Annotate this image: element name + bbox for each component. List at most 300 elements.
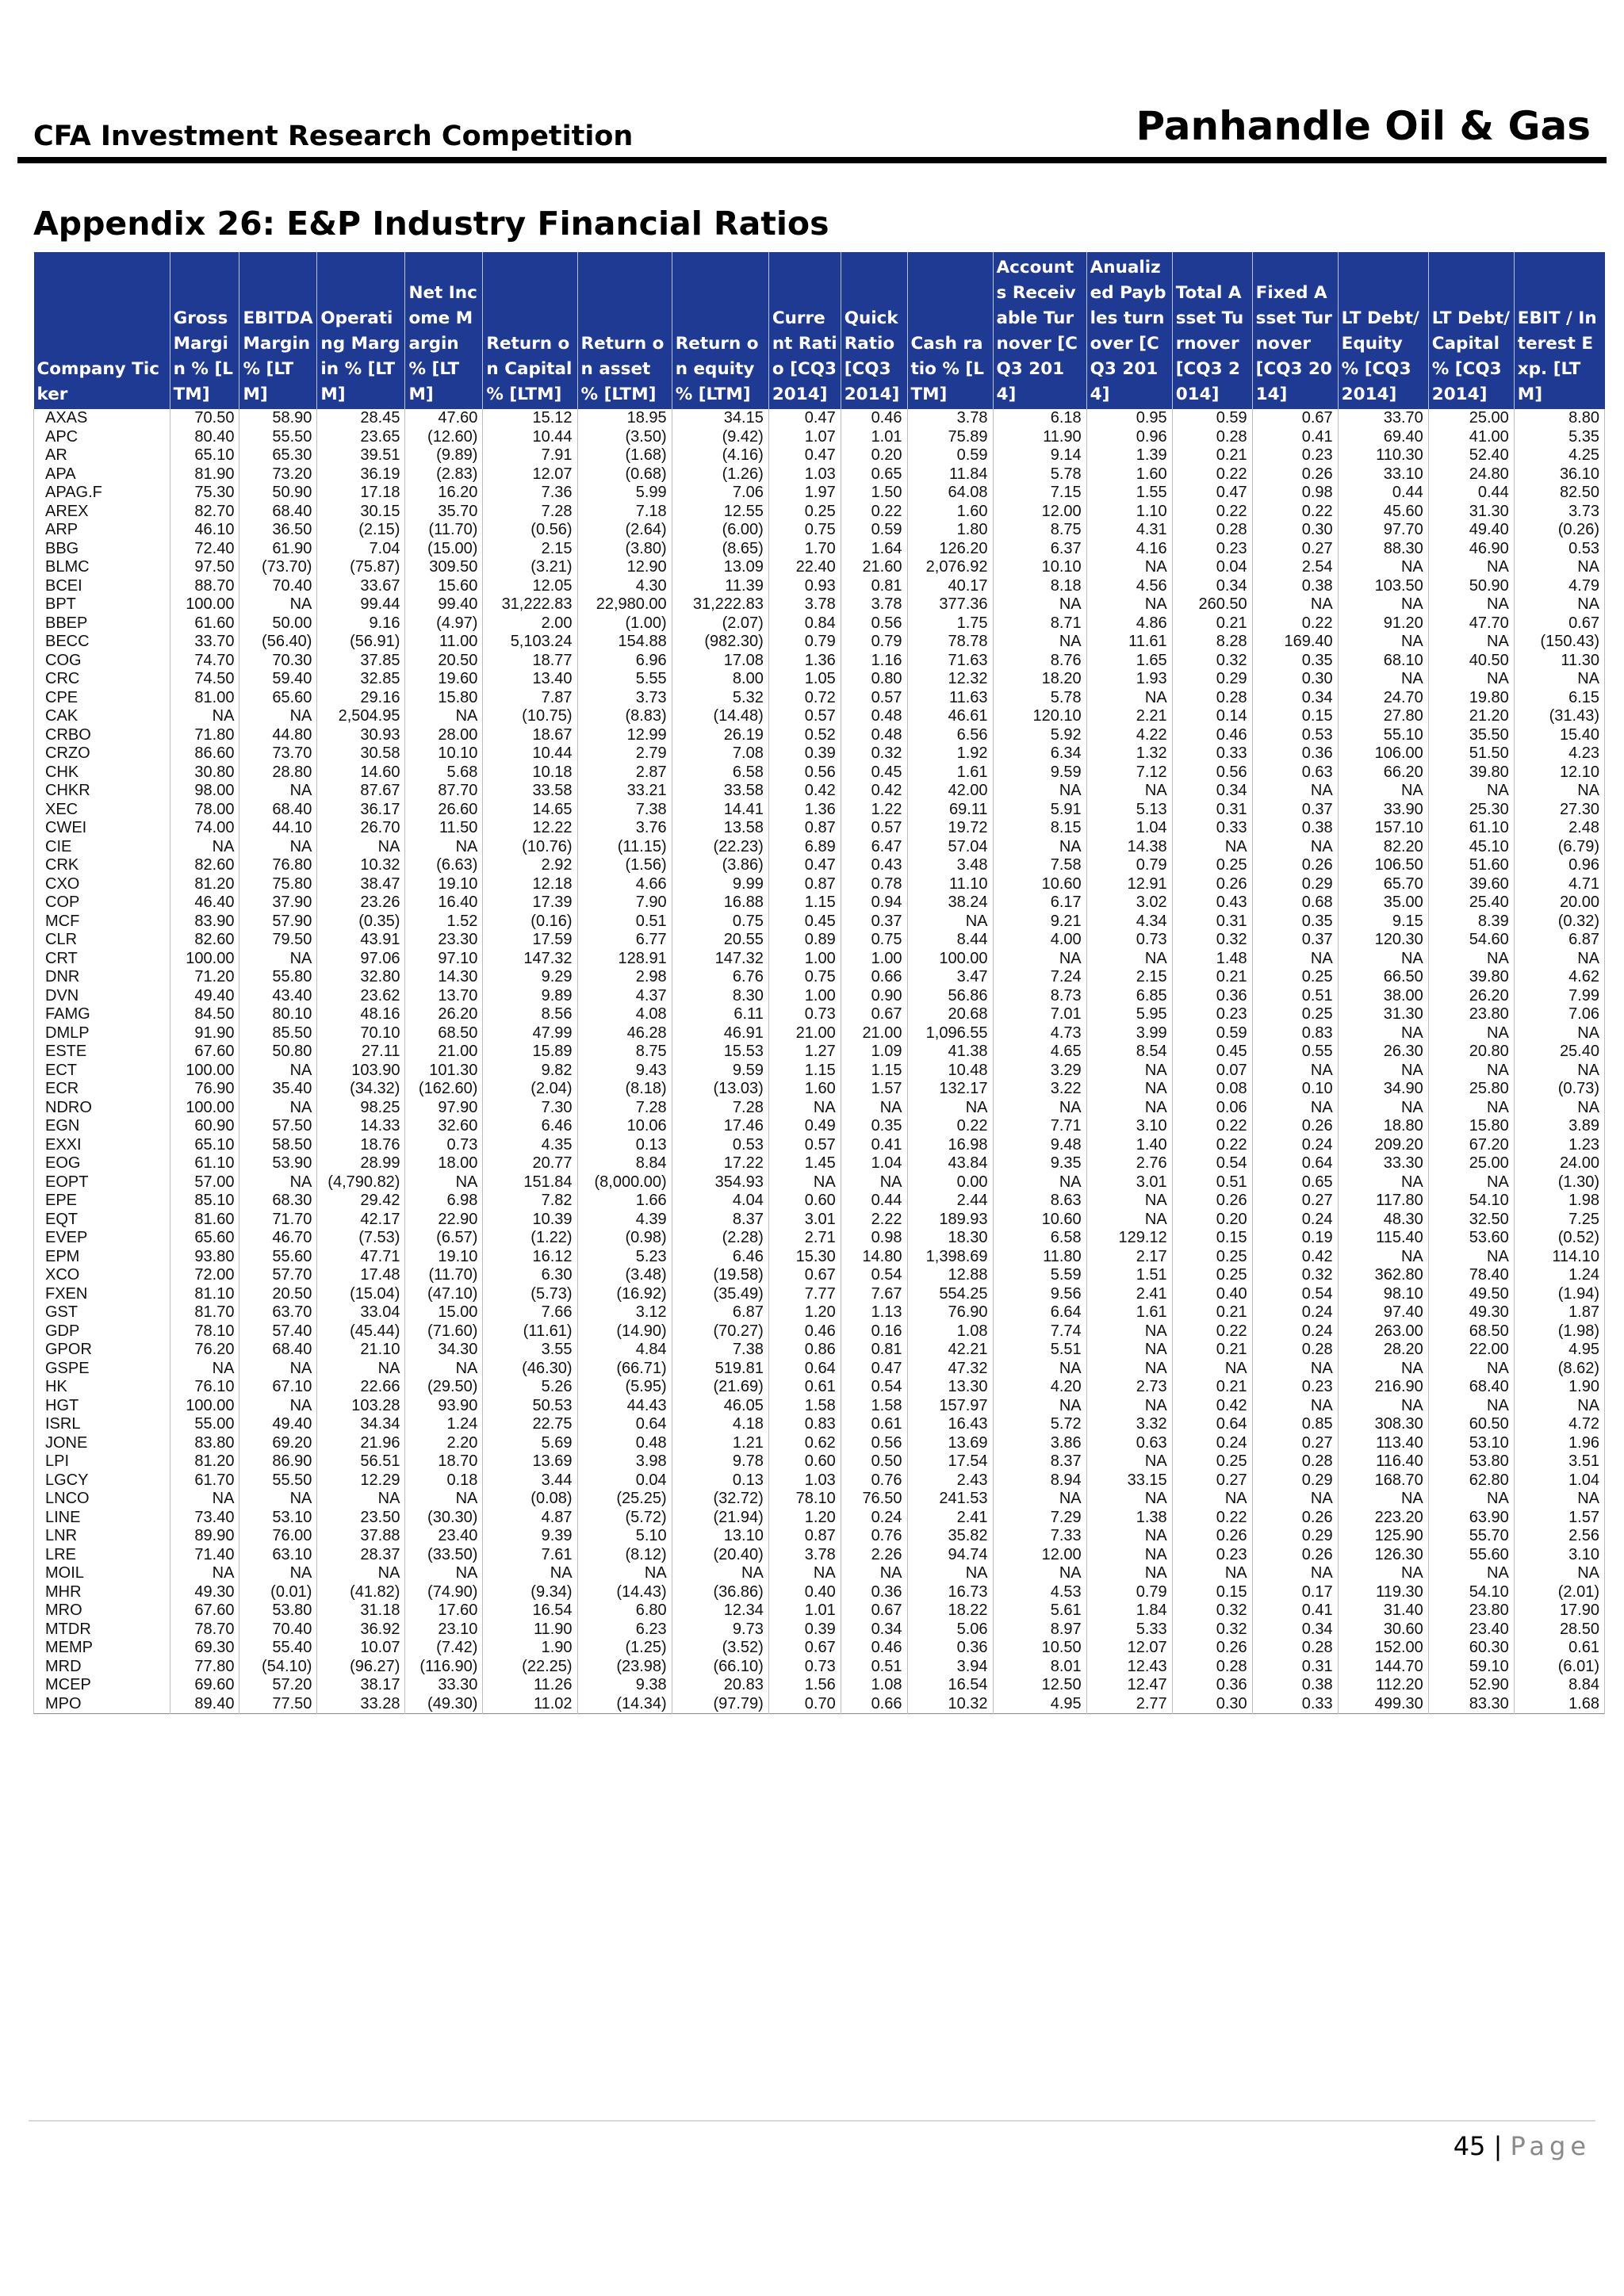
page-word: Page [1510, 2131, 1591, 2161]
ratio-cell: 4.66 [577, 875, 672, 894]
company-ticker-cell: LGCY [34, 1471, 170, 1490]
ratio-cell: NA [768, 1173, 841, 1192]
ratio-cell: 0.89 [768, 931, 841, 950]
ratio-cell: 7.67 [841, 1285, 907, 1304]
ratio-cell: 2.71 [768, 1229, 841, 1248]
ratio-cell: 23.80 [1428, 1601, 1514, 1621]
ratio-cell: 53.60 [1428, 1229, 1514, 1248]
ratio-cell: 0.93 [768, 577, 841, 596]
ratio-cell: 4.53 [993, 1583, 1086, 1602]
ratio-cell: 1.03 [768, 1471, 841, 1490]
table-row [34, 652, 1605, 671]
ratio-cell: 0.57 [768, 1136, 841, 1155]
ratio-cell: NA [1514, 1099, 1604, 1118]
ratio-cell: 10.44 [483, 428, 577, 447]
ratio-cell: 0.60 [768, 1192, 841, 1211]
ratio-cell: 0.04 [577, 1471, 672, 1490]
ratio-cell: 46.91 [672, 1024, 768, 1043]
ratio-cell: 20.50 [239, 1285, 317, 1304]
ratio-cell: 20.00 [1514, 894, 1604, 913]
ratio-cell: 1.80 [907, 521, 993, 540]
ratio-cell: 11.61 [1086, 633, 1172, 652]
ratio-cell: 65.60 [239, 689, 317, 708]
ratio-cell: 0.22 [841, 503, 907, 522]
ratio-cell: 0.43 [841, 856, 907, 875]
company-ticker-cell: XCO [34, 1266, 170, 1285]
ratio-cell: 77.50 [239, 1695, 317, 1714]
table-row [34, 1211, 1605, 1230]
ratio-cell: 8.75 [993, 521, 1086, 540]
ratio-cell: 0.98 [841, 1229, 907, 1248]
ratio-cell: 0.45 [768, 913, 841, 932]
ratio-cell: 23.62 [317, 987, 405, 1006]
ratio-cell: 0.22 [1172, 465, 1252, 484]
ratio-cell: 30.93 [317, 726, 405, 745]
ratio-cell: 26.60 [405, 801, 483, 820]
page-number-value: 45 [1453, 2131, 1486, 2161]
ratio-cell: 65.10 [170, 1136, 239, 1155]
ratio-cell: 23.40 [405, 1527, 483, 1546]
ratio-cell: 377.36 [907, 595, 993, 614]
ratio-cell: 12.47 [1086, 1676, 1172, 1695]
ratio-cell: 27.30 [1514, 801, 1604, 820]
ratio-cell: 6.89 [768, 838, 841, 857]
ratio-cell: 16.12 [483, 1248, 577, 1267]
ratio-cell: 18.70 [405, 1452, 483, 1471]
ratio-cell: 3.12 [577, 1303, 672, 1322]
table-row [34, 558, 1605, 577]
ratio-cell: 3.01 [768, 1211, 841, 1230]
ratio-cell: 9.59 [993, 763, 1086, 783]
company-ticker-cell: LNR [34, 1527, 170, 1546]
ratio-cell: 4.31 [1086, 521, 1172, 540]
ratio-cell: 0.25 [1172, 1452, 1252, 1471]
ratio-cell: 21.10 [317, 1341, 405, 1360]
table-row [34, 1341, 1605, 1360]
ratio-cell: 0.56 [768, 763, 841, 783]
ratio-cell: 32.80 [317, 968, 405, 987]
appendix-title: Appendix 26: E&P Industry Financial Ratios [33, 205, 829, 243]
ratio-cell: 0.21 [1172, 968, 1252, 987]
ratio-cell: 0.30 [1172, 1695, 1252, 1714]
ratio-cell: 75.30 [170, 484, 239, 503]
ratio-cell: 23.50 [317, 1509, 405, 1528]
ratio-cell: 4.35 [483, 1136, 577, 1155]
ratio-cell: 50.00 [239, 614, 317, 633]
ratio-cell: 63.70 [239, 1303, 317, 1322]
ratio-cell: NA [1172, 1564, 1252, 1583]
ratio-cell: 72.00 [170, 1266, 239, 1285]
ratio-cell: 15.12 [483, 409, 577, 428]
ratio-cell: (2.07) [672, 614, 768, 633]
header-rule [17, 157, 1607, 163]
ratio-cell: 79.50 [239, 931, 317, 950]
ratio-cell: NA [317, 1564, 405, 1583]
ratio-cell: 75.89 [907, 428, 993, 447]
ratio-cell: 35.40 [239, 1080, 317, 1099]
ratio-cell: 0.63 [1086, 1434, 1172, 1453]
ratio-cell: 309.50 [405, 558, 483, 577]
ratio-cell: (2.28) [672, 1229, 768, 1248]
table-body [34, 409, 1605, 1714]
column-header: Return on equity % [LTM] [672, 252, 768, 409]
ratio-cell: 0.83 [768, 1415, 841, 1434]
ratio-cell: NA [170, 838, 239, 857]
ratio-cell: 17.59 [483, 931, 577, 950]
ratio-cell: 1.38 [1086, 1509, 1172, 1528]
ratio-cell: 1.10 [1086, 503, 1172, 522]
company-ticker-cell: CIE [34, 838, 170, 857]
ratio-cell: 78.70 [170, 1621, 239, 1640]
ratio-cell: 65.60 [170, 1229, 239, 1248]
ratio-cell: 88.30 [1338, 540, 1428, 559]
ratio-cell: 4.37 [577, 987, 672, 1006]
ratio-cell: 3.10 [1514, 1546, 1604, 1565]
ratio-cell: 70.40 [239, 577, 317, 596]
ratio-cell: 26.30 [1338, 1043, 1428, 1062]
ratio-cell: 35.00 [1338, 894, 1428, 913]
ratio-cell: 1.08 [907, 1322, 993, 1341]
table-row [34, 1117, 1605, 1136]
ratio-cell: 12.07 [1086, 1639, 1172, 1658]
ratio-cell: 40.17 [907, 577, 993, 596]
company-ticker-cell: CHKR [34, 782, 170, 801]
table-row [34, 763, 1605, 783]
ratio-cell: 0.56 [841, 614, 907, 633]
company-ticker-cell: XEC [34, 801, 170, 820]
ratio-cell: 7.33 [993, 1527, 1086, 1546]
ratio-cell: 0.64 [1172, 1415, 1252, 1434]
ratio-cell: 12.34 [672, 1601, 768, 1621]
table-row [34, 744, 1605, 763]
ratio-cell: 55.00 [170, 1415, 239, 1434]
ratio-cell: 1.05 [768, 670, 841, 689]
ratio-cell: NA [1086, 1452, 1172, 1471]
ratio-cell: 20.83 [672, 1676, 768, 1695]
ratio-cell: 12.00 [993, 1546, 1086, 1565]
ratio-cell: 0.23 [1252, 1378, 1338, 1397]
ratio-cell: 2,076.92 [907, 558, 993, 577]
table-row [34, 595, 1605, 614]
ratio-cell: NA [170, 1564, 239, 1583]
ratio-cell: 10.50 [993, 1639, 1086, 1658]
ratio-cell: (31.43) [1514, 707, 1604, 726]
ratio-cell: NA [239, 838, 317, 857]
ratio-cell: 5.69 [483, 1434, 577, 1453]
ratio-cell: 28.50 [1514, 1621, 1604, 1640]
ratio-cell: 2.48 [1514, 819, 1604, 838]
company-ticker-cell: APAG.F [34, 484, 170, 503]
ratio-cell: 5.55 [577, 670, 672, 689]
ratio-cell: 0.15 [1172, 1583, 1252, 1602]
table-row [34, 1173, 1605, 1192]
ratio-cell: 18.80 [1338, 1117, 1428, 1136]
ratio-cell: 70.40 [239, 1621, 317, 1640]
ratio-cell: 0.53 [672, 1136, 768, 1155]
ratio-cell: 3.78 [841, 595, 907, 614]
ratio-cell: NA [1252, 782, 1338, 801]
ratio-cell: 50.90 [239, 484, 317, 503]
ratio-cell: NA [841, 1099, 907, 1118]
ratio-cell: 7.90 [577, 894, 672, 913]
ratio-cell: 0.67 [768, 1266, 841, 1285]
ratio-cell: 6.56 [907, 726, 993, 745]
ratio-cell: 70.50 [170, 409, 239, 428]
ratio-cell: 0.25 [1172, 856, 1252, 875]
ratio-cell: (10.75) [483, 707, 577, 726]
ratio-cell: 76.90 [170, 1080, 239, 1099]
ratio-cell: 1.24 [1514, 1266, 1604, 1285]
ratio-cell: 0.32 [1252, 1266, 1338, 1285]
ratio-cell: 11.02 [483, 1695, 577, 1714]
ratio-cell: 3.01 [1086, 1173, 1172, 1192]
ratio-cell: 6.77 [577, 931, 672, 950]
ratio-cell: 125.90 [1338, 1527, 1428, 1546]
ratio-cell: 0.26 [1252, 1117, 1338, 1136]
ratio-cell: 64.08 [907, 484, 993, 503]
ratio-cell: 2.79 [577, 744, 672, 763]
table-row [34, 782, 1605, 801]
ratio-cell: 7.74 [993, 1322, 1086, 1341]
column-header: Operating Margin % [LTM] [317, 252, 405, 409]
table-row [34, 1229, 1605, 1248]
ratio-cell: 2.73 [1086, 1378, 1172, 1397]
ratio-cell: 8.00 [672, 670, 768, 689]
ratio-cell: (1.26) [672, 465, 768, 484]
ratio-cell: 7.91 [483, 446, 577, 465]
ratio-cell: 73.70 [239, 744, 317, 763]
ratio-cell: 0.75 [672, 913, 768, 932]
ratio-cell: 8.94 [993, 1471, 1086, 1490]
ratio-cell: 9.48 [993, 1136, 1086, 1155]
ratio-cell: 71.20 [170, 968, 239, 987]
ratio-cell: 10.39 [483, 1211, 577, 1230]
ratio-cell: 12.50 [993, 1676, 1086, 1695]
table-row [34, 856, 1605, 875]
ratio-cell: 0.85 [1252, 1415, 1338, 1434]
ratio-cell: 1.50 [841, 484, 907, 503]
ratio-cell: 0.90 [841, 987, 907, 1006]
ratio-cell: (75.87) [317, 558, 405, 577]
ratio-cell: 6.58 [672, 763, 768, 783]
column-header: Accounts Receivable Turnover [CQ3 2014] [993, 252, 1086, 409]
ratio-cell: 16.43 [907, 1415, 993, 1434]
ratio-cell: 1.56 [768, 1676, 841, 1695]
header-left-title: CFA Investment Research Competition [33, 121, 634, 152]
company-ticker-cell: CRC [34, 670, 170, 689]
ratio-cell: 15.80 [405, 689, 483, 708]
ratio-cell: 1.39 [1086, 446, 1172, 465]
ratio-cell: 6.96 [577, 652, 672, 671]
ratio-cell: 34.34 [317, 1415, 405, 1434]
ratio-cell: 2.56 [1514, 1527, 1604, 1546]
ratio-cell: 57.20 [239, 1676, 317, 1695]
ratio-cell: 3.02 [1086, 894, 1172, 913]
ratio-cell: 14.65 [483, 801, 577, 820]
company-ticker-cell: LNCO [34, 1490, 170, 1509]
ratio-cell: 0.23 [1172, 1546, 1252, 1565]
ratio-cell: 1.48 [1172, 950, 1252, 969]
column-header: Quick Ratio [CQ3 2014] [841, 252, 907, 409]
ratio-cell: 0.59 [907, 446, 993, 465]
ratio-cell: 0.73 [405, 1136, 483, 1155]
ratio-cell: 13.69 [907, 1434, 993, 1453]
ratio-cell: 11.84 [907, 465, 993, 484]
ratio-cell: 0.46 [768, 1322, 841, 1341]
ratio-cell: NA [1252, 950, 1338, 969]
ratio-cell: 93.80 [170, 1248, 239, 1267]
ratio-cell: 10.48 [907, 1062, 993, 1081]
ratio-cell: 33.58 [483, 782, 577, 801]
ratio-cell: 6.85 [1086, 987, 1172, 1006]
column-header: EBITDA Margin % [LTM] [239, 252, 317, 409]
table-row [34, 1509, 1605, 1528]
ratio-cell: 5.95 [1086, 1005, 1172, 1024]
ratio-cell: NA [907, 1564, 993, 1583]
ratio-cell: 1.23 [1514, 1136, 1604, 1155]
ratio-cell: 5.23 [577, 1248, 672, 1267]
ratio-cell: (6.63) [405, 856, 483, 875]
table-row [34, 726, 1605, 745]
ratio-cell: 65.10 [170, 446, 239, 465]
ratio-cell: 2.92 [483, 856, 577, 875]
ratio-cell: NA [1338, 1248, 1428, 1267]
company-ticker-cell: EQT [34, 1211, 170, 1230]
ratio-cell: 33.15 [1086, 1471, 1172, 1490]
ratio-cell: 76.50 [841, 1490, 907, 1509]
ratio-cell: NA [239, 1173, 317, 1192]
ratio-cell: 0.64 [768, 1360, 841, 1379]
ratio-cell: NA [1086, 1341, 1172, 1360]
ratio-cell: 49.30 [170, 1583, 239, 1602]
ratio-cell: 57.00 [170, 1173, 239, 1192]
ratio-cell: 168.70 [1338, 1471, 1428, 1490]
ratio-cell: 0.35 [841, 1117, 907, 1136]
ratio-cell: 0.51 [1252, 987, 1338, 1006]
ratio-cell: NA [1514, 670, 1604, 689]
ratio-cell: 1.27 [768, 1043, 841, 1062]
page-separator: | [1493, 2131, 1503, 2161]
column-header: Anualized Paybles turnover [CQ3 2014] [1086, 252, 1172, 409]
company-ticker-cell: MEMP [34, 1639, 170, 1658]
ratio-cell: 60.30 [1428, 1639, 1514, 1658]
ratio-cell: 18.95 [577, 409, 672, 428]
company-ticker-cell: BBEP [34, 614, 170, 633]
ratio-cell: 78.00 [170, 801, 239, 820]
company-ticker-cell: CAK [34, 707, 170, 726]
ratio-cell: (2.15) [317, 521, 405, 540]
ratio-cell: 81.00 [170, 689, 239, 708]
ratio-cell: 2.43 [907, 1471, 993, 1490]
company-ticker-cell: CRZO [34, 744, 170, 763]
ratio-cell: 18.30 [907, 1229, 993, 1248]
ratio-cell: 14.41 [672, 801, 768, 820]
ratio-cell: 9.78 [672, 1452, 768, 1471]
ratio-cell: 7.38 [577, 801, 672, 820]
ratio-cell: 46.70 [239, 1229, 317, 1248]
ratio-cell: (1.98) [1514, 1322, 1604, 1341]
ratio-cell: 33.30 [1338, 1154, 1428, 1173]
ratio-cell: 8.73 [993, 987, 1086, 1006]
ratio-cell: 13.30 [907, 1378, 993, 1397]
ratio-cell: 1.45 [768, 1154, 841, 1173]
ratio-cell: 0.95 [1086, 409, 1172, 428]
ratio-cell: 69.30 [170, 1639, 239, 1658]
ratio-cell: NA [1338, 1099, 1428, 1118]
ratio-cell: 37.90 [239, 894, 317, 913]
ratio-cell: 77.80 [170, 1658, 239, 1677]
ratio-cell: 0.96 [1086, 428, 1172, 447]
ratio-cell: 0.25 [1172, 1248, 1252, 1267]
ratio-cell: NA [993, 633, 1086, 652]
ratio-cell: 12.55 [672, 503, 768, 522]
ratio-cell: (30.30) [405, 1509, 483, 1528]
ratio-cell: 9.14 [993, 446, 1086, 465]
company-ticker-cell: CRK [34, 856, 170, 875]
ratio-cell: 38.47 [317, 875, 405, 894]
ratio-cell: 15.80 [1428, 1117, 1514, 1136]
ratio-cell: (22.25) [483, 1658, 577, 1677]
ratio-cell: 0.40 [768, 1583, 841, 1602]
company-ticker-cell: BPT [34, 595, 170, 614]
ratio-cell: 126.30 [1338, 1546, 1428, 1565]
footer-rule [29, 2120, 1595, 2122]
ratio-cell: NA [993, 1564, 1086, 1583]
ratio-cell: NA [1428, 1062, 1514, 1081]
ratio-cell: 5.33 [1086, 1621, 1172, 1640]
table-row [34, 838, 1605, 857]
ratio-cell: 58.50 [239, 1136, 317, 1155]
ratio-cell: 25.00 [1428, 1154, 1514, 1173]
ratio-cell: (96.27) [317, 1658, 405, 1677]
ratio-cell: 7.36 [483, 484, 577, 503]
ratio-cell: 12.00 [993, 503, 1086, 522]
ratio-cell: 0.00 [907, 1173, 993, 1192]
ratio-cell: 82.50 [1514, 484, 1604, 503]
ratio-cell: 1.00 [841, 950, 907, 969]
ratio-cell: 67.60 [170, 1601, 239, 1621]
ratio-cell: 1.68 [1514, 1695, 1604, 1714]
ratio-cell: 17.18 [317, 484, 405, 503]
ratio-cell: 26.20 [1428, 987, 1514, 1006]
ratio-cell: 50.80 [239, 1043, 317, 1062]
ratio-cell: 10.07 [317, 1639, 405, 1658]
column-header: Return on asset % [LTM] [577, 252, 672, 409]
ratio-cell: 0.33 [1172, 744, 1252, 763]
ratio-cell: (15.00) [405, 540, 483, 559]
ratio-cell: 23.65 [317, 428, 405, 447]
ratio-cell: 103.50 [1338, 577, 1428, 596]
ratio-cell: 47.32 [907, 1360, 993, 1379]
ratio-cell: 20.55 [672, 931, 768, 950]
ratio-cell: 6.15 [1514, 689, 1604, 708]
ratio-cell: 20.50 [405, 652, 483, 671]
ratio-cell: NA [1428, 1490, 1514, 1509]
ratio-cell: 0.26 [1252, 1509, 1338, 1528]
ratio-cell: 53.80 [239, 1601, 317, 1621]
ratio-cell: 0.50 [841, 1452, 907, 1471]
ratio-cell: 6.17 [993, 894, 1086, 913]
ratio-cell: 1.55 [1086, 484, 1172, 503]
ratio-cell: (3.80) [577, 540, 672, 559]
ratio-cell: 0.70 [768, 1695, 841, 1714]
ratio-cell: 2.21 [1086, 707, 1172, 726]
ratio-cell: 32.50 [1428, 1211, 1514, 1230]
ratio-cell: 6.80 [577, 1601, 672, 1621]
ratio-cell: 0.79 [768, 633, 841, 652]
table-row [34, 1005, 1605, 1024]
ratio-cell: 84.50 [170, 1005, 239, 1024]
